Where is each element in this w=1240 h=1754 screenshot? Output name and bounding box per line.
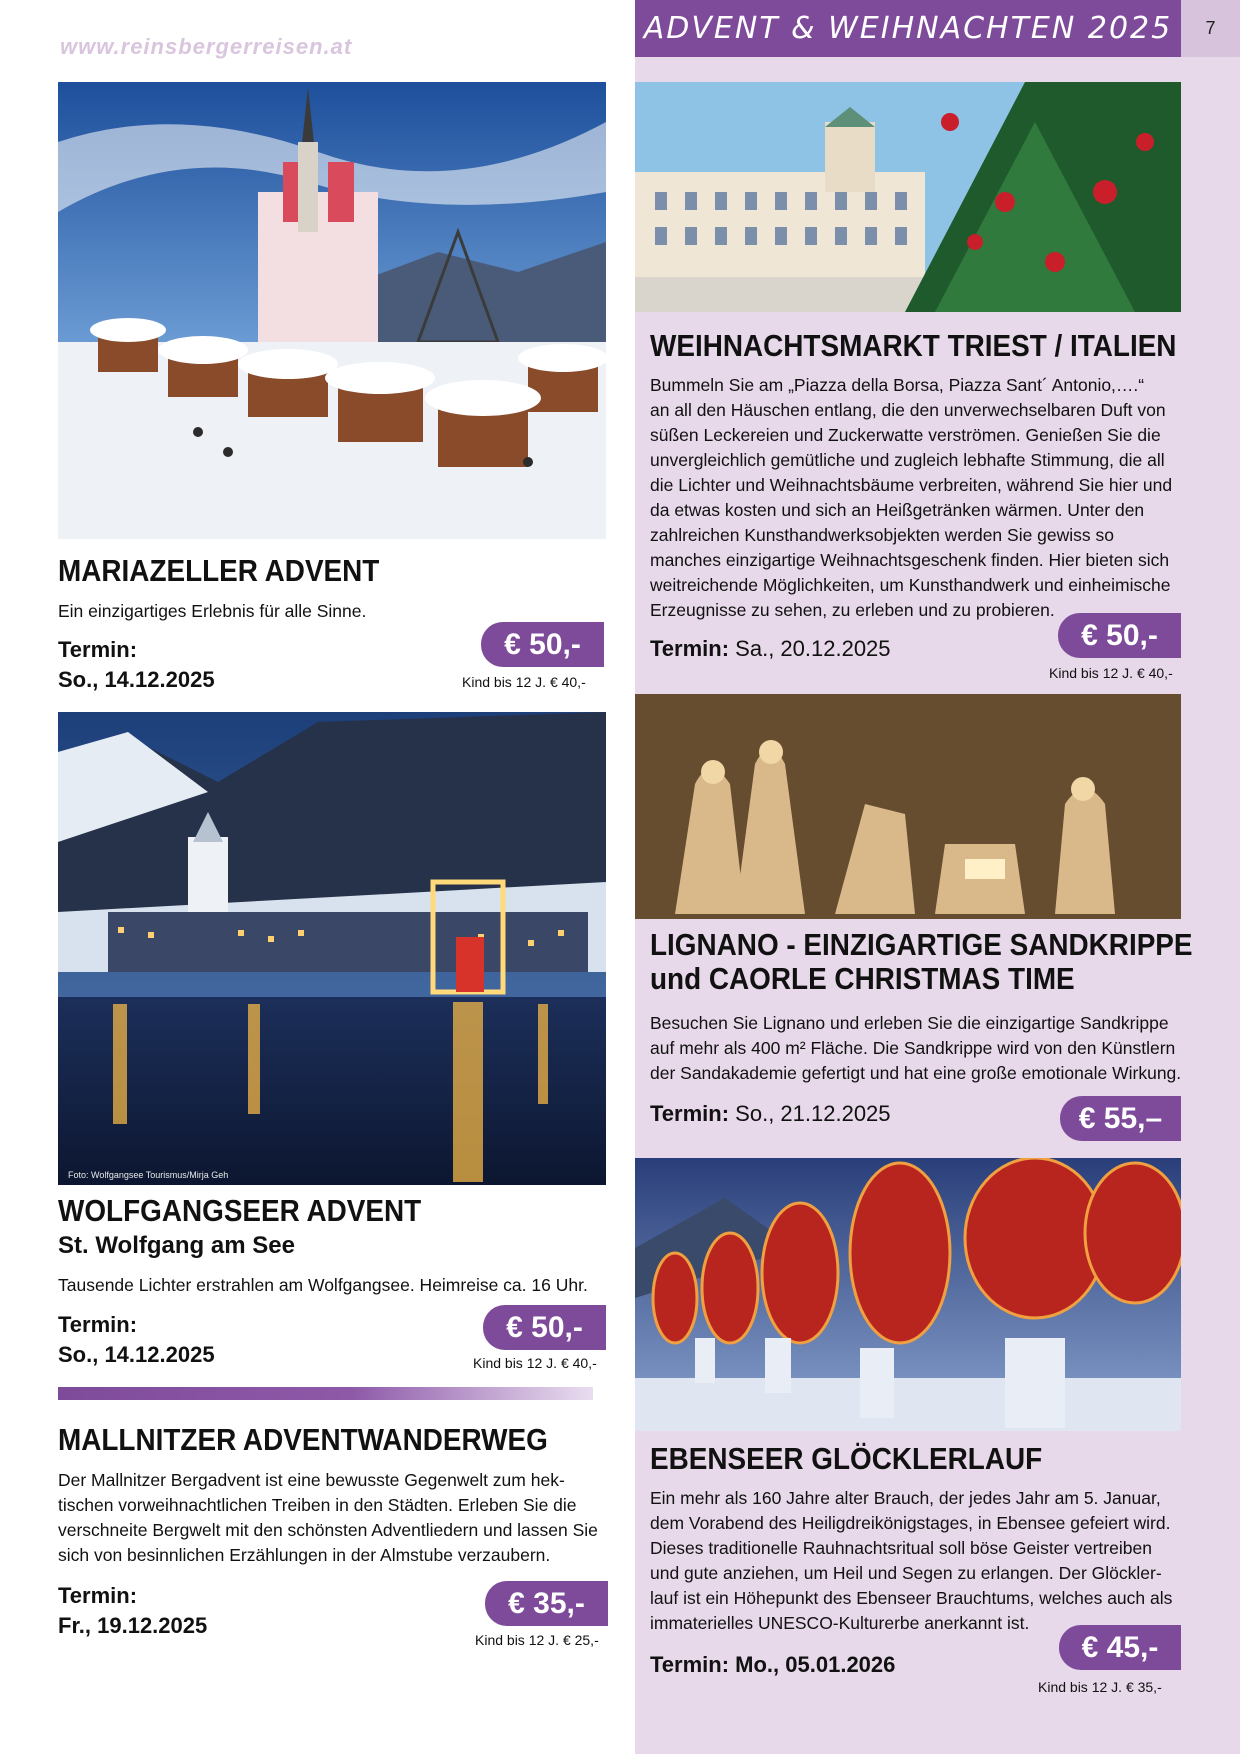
description-line: lauf ist ein Höhepunkt des Ebenseer Brauchtums, welches auch als	[650, 1588, 1173, 1608]
triest-description	[650, 373, 1172, 623]
mariazell-photo	[58, 82, 606, 539]
description-line: zahlreichen Kunsthandwerksobjekten werden Sie gewiss so	[650, 525, 1115, 545]
lignano-termin	[650, 1099, 891, 1129]
ebensee-description	[650, 1486, 1172, 1636]
description-line: Erzeugnisse zu sehen, zu erleben und zu probieren.	[650, 600, 1055, 620]
ebensee-kid-price: Kind bis 12 J. € 35,-	[1038, 1679, 1162, 1695]
wolfgangsee-photo	[58, 712, 606, 1185]
description-line: Bummeln Sie am „Piazza della Borsa, Piazza Sant´ Antonio,….“	[650, 375, 1145, 395]
mallnitz-title: MALLNITZER ADVENTWANDERWEG	[58, 1422, 548, 1457]
description-line: süßen Leckereien und Zuckerwatte verströmen. Genießen Sie die	[650, 425, 1161, 445]
mariazell-termin	[58, 635, 215, 695]
mariazell-kid-price: Kind bis 12 J. € 40,-	[462, 674, 586, 690]
mariazell-description: Ein einzigartiges Erlebnis für alle Sinne.	[58, 601, 367, 621]
description-line: tischen vorweihnachtlichen Treiben in den Städten. Erleben Sie die	[58, 1495, 577, 1515]
description-line: weitreichende Möglichkeiten, um Kunsthandwerk und einheimische	[650, 575, 1171, 595]
description-line: der Sandakademie gefertigt und hat eine große emotionale Wirkung.	[650, 1063, 1182, 1083]
triest-title: WEIHNACHTSMARKT TRIEST / ITALIEN	[650, 328, 1177, 363]
description-line: manches einzigartige Weihnachtsgeschenk finden. Hier bieten sich	[650, 550, 1170, 570]
description-line: an all den Häuschen entlang, die den unverwechselbaren Duft von	[650, 400, 1166, 420]
wolfgangsee-price: € 50,-	[483, 1305, 606, 1350]
website-url[interactable]: www.reinsbergerreisen.at	[60, 34, 353, 59]
triest-price: € 50,-	[1058, 613, 1181, 658]
wolfgangsee-description: Tausende Lichter erstrahlen am Wolfgangsee. Heimreise ca. 16 Uhr.	[58, 1275, 588, 1295]
wolfgangsee-kid-price: Kind bis 12 J. € 40,-	[473, 1355, 597, 1371]
mariazell-price: € 50,-	[481, 622, 604, 667]
description-line: Besuchen Sie Lignano und erleben Sie die einzigartige Sandkrippe	[650, 1013, 1169, 1033]
description-line: Dieses traditionelle Rauhnachtsritual soll böse Geister vertreiben	[650, 1538, 1152, 1558]
termin-date: Mo., 05.01.2026	[735, 1652, 896, 1677]
description-line: Der Mallnitzer Bergadvent ist eine bewusste Gegenwelt zum hek-	[58, 1470, 565, 1490]
wolfgangsee-subtitle: St. Wolfgang am See	[58, 1232, 295, 1259]
termin-date: So., 21.12.2025	[735, 1101, 891, 1126]
ebensee-photo	[635, 1158, 1181, 1431]
lignano-description	[650, 1011, 1181, 1086]
triest-kid-price: Kind bis 12 J. € 40,-	[1049, 665, 1173, 681]
description-line: Ein mehr als 160 Jahre alter Brauch, der jedes Jahr am 5. Januar,	[650, 1488, 1161, 1508]
mariazell-title: MARIAZELLER ADVENT	[58, 553, 380, 588]
ebensee-price: € 45,-	[1059, 1625, 1181, 1670]
section-divider	[58, 1387, 593, 1400]
ebensee-title: EBENSEER GLÖCKLERLAUF	[650, 1441, 1043, 1476]
triest-photo	[635, 82, 1181, 312]
termin-label: Termin:	[58, 1312, 138, 1337]
wolfgangsee-termin	[58, 1310, 215, 1370]
description-line: immaterielles UNESCO-Kulturerbe anerkannt ist.	[650, 1613, 1030, 1633]
page-number: 7	[1181, 0, 1240, 57]
lignano-photo	[635, 694, 1181, 919]
description-line: dem Vorabend des Heiligdreikönigstages, in Ebensee gefeiert wird.	[650, 1513, 1171, 1533]
wolfgangsee-title: WOLFGANGSEER ADVENT	[58, 1193, 422, 1228]
wolfgangsee-photo-credit: Foto: Wolfgangsee Tourismus/Mirja Geh	[68, 1170, 229, 1180]
mallnitz-description	[58, 1468, 598, 1568]
termin-label: Termin:	[58, 1583, 138, 1608]
termin-date: Fr., 19.12.2025	[58, 1613, 208, 1638]
description-line: unvergleichlich gemütliche und zugleich lebhafte Stimmung, die all	[650, 450, 1165, 470]
description-line: sich von besinnlichen Erzählungen in der Almstube verzaubern.	[58, 1545, 551, 1565]
lignano-title-line1: LIGNANO - EINZIGARTIGE SANDKRIPPE	[650, 927, 1193, 962]
mallnitz-kid-price: Kind bis 12 J. € 25,-	[475, 1632, 599, 1648]
termin-label: Termin:	[650, 1101, 730, 1126]
mallnitz-price: € 35,-	[485, 1581, 608, 1626]
ebensee-termin	[650, 1650, 895, 1680]
termin-date: So., 14.12.2025	[58, 667, 215, 692]
description-line: und gute anziehen, um Heil und Segen zu erlangen. Der Glöckler-	[650, 1563, 1162, 1583]
lignano-title-line2: und CAORLE CHRISTMAS TIME	[650, 961, 1075, 996]
termin-label: Termin:	[650, 1652, 730, 1677]
mallnitz-termin	[58, 1581, 207, 1641]
description-line: da etwas kosten und sich an Heißgetränken wärmen. Unter den	[650, 500, 1145, 520]
termin-label: Termin:	[58, 637, 138, 662]
termin-date: Sa., 20.12.2025	[735, 636, 891, 661]
description-line: die Lichter und Weihnachtsbäume verbreiten, während Sie hier und	[650, 475, 1173, 495]
description-line: auf mehr als 400 m² Fläche. Die Sandkrippe wird von den Künstlern	[650, 1038, 1176, 1058]
lignano-price: € 55,–	[1060, 1096, 1181, 1141]
termin-date: So., 14.12.2025	[58, 1342, 215, 1367]
termin-label: Termin:	[650, 636, 730, 661]
description-line: verschneite Bergwelt mit den schönsten Adventliedern und lassen Sie	[58, 1520, 598, 1540]
section-header: ADVENT & WEIHNACHTEN 2025	[635, 0, 1181, 57]
triest-termin	[650, 634, 891, 664]
